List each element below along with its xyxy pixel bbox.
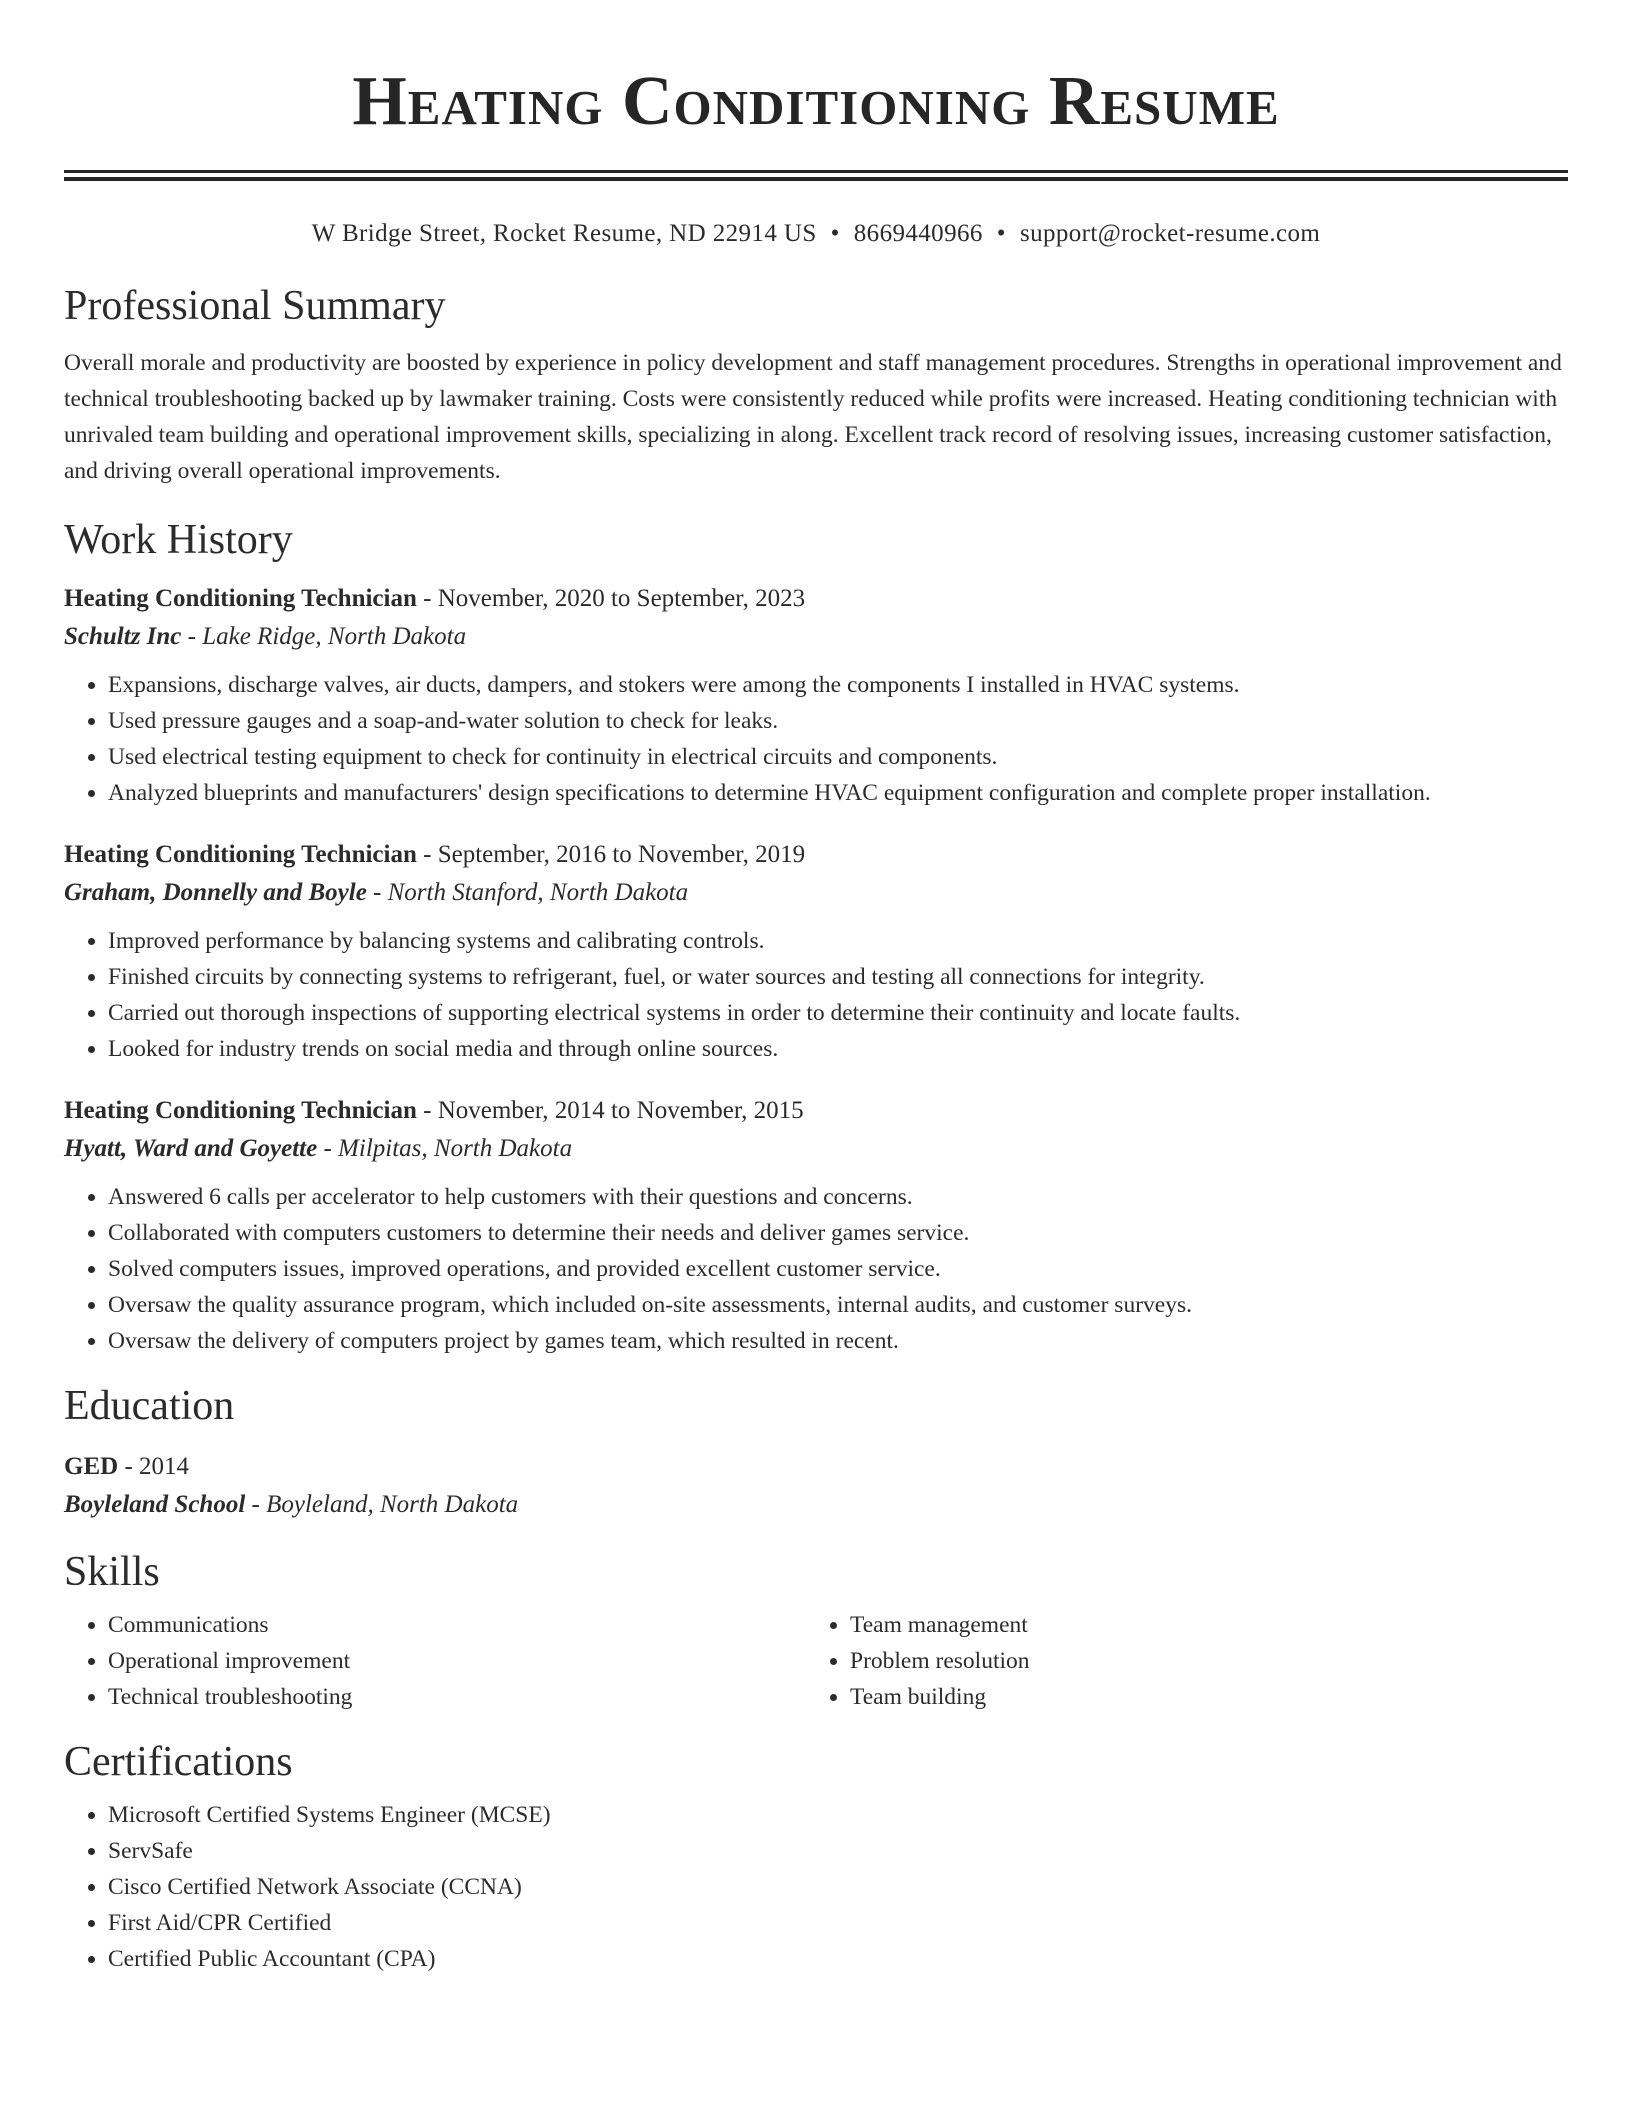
certifications-list (64, 1797, 1568, 1977)
school-name: Boyleland School (64, 1491, 246, 1518)
company-location: - Milpitas, North Dakota (317, 1135, 573, 1162)
skills-column-left (64, 1607, 806, 1715)
contact-separator: • (996, 220, 1006, 247)
contact-address: W Bridge Street, Rocket Resume, ND 22914 US (311, 220, 817, 247)
certification-item: • Cisco Certified Network Associate (CCNA) (108, 1869, 1568, 1905)
skills-list (64, 1607, 1568, 1715)
company-line (64, 617, 1568, 657)
degree-year: - 2014 (118, 1453, 190, 1480)
job-bullet: • Improved performance by balancing systems and calibrating controls. (108, 923, 1568, 959)
skill-item: • Team building (850, 1679, 1548, 1715)
job-bullet: • Carried out thorough inspections of supporting electrical systems in order to determine their continuity and locate faults. (108, 995, 1568, 1031)
job-dates: - November, 2014 to November, 2015 (416, 1097, 804, 1124)
degree-line (64, 1449, 1568, 1485)
job-bullets (64, 667, 1568, 811)
job-entry (64, 837, 1568, 1067)
certification-item: • Microsoft Certified Systems Engineer (MCSE) (108, 1797, 1568, 1833)
resume-title: Heating Conditioning Resume (352, 63, 1280, 140)
school-line (64, 1485, 1568, 1525)
school-location: - Boyleland, North Dakota (245, 1491, 519, 1518)
job-bullet: • Collaborated with computers customers to determine their needs and deliver games service. (108, 1215, 1568, 1251)
job-bullet: • Answered 6 calls per accelerator to help customers with their questions and concerns. (108, 1179, 1568, 1215)
contact-email: support@rocket-resume.com (1019, 220, 1321, 247)
skill-item: • Team management (850, 1607, 1548, 1643)
skill-item: • Technical troubleshooting (108, 1679, 806, 1715)
degree-name: GED (64, 1453, 119, 1480)
company-line (64, 873, 1568, 913)
company-name: Graham, Donnelly and Boyle (64, 879, 367, 906)
job-bullet: • Finished circuits by connecting systems to refrigerant, fuel, or water sources and testing all connections for integrity. (108, 959, 1568, 995)
job-bullet: • Analyzed blueprints and manufacturers' design specifications to determine HVAC equipment configuration and complete proper installation. (108, 775, 1568, 811)
education-entry (64, 1449, 1568, 1525)
summary-text: Overall morale and productivity are boosted by experience in policy development and staff management procedures. Strengths in operational improvement and technical troubleshooting backed up by lawmaker training. Costs were consistently reduced while profits were increased. Heating conditioning technician with unrivaled team building and operational improvement skills, specializing in along. Excellent track record of resolving issues, increasing customer satisfaction, and driving overall operational improvements. (64, 350, 1562, 484)
job-title-line (64, 581, 1568, 617)
job-bullet: • Used electrical testing equipment to check for continuity in electrical circuits and components. (108, 739, 1568, 775)
certifications-heading: Certifications (64, 1739, 293, 1785)
job-title: Heating Conditioning Technician (64, 1097, 417, 1124)
job-bullet: • Used pressure gauges and a soap-and-water solution to check for leaks. (108, 703, 1568, 739)
contact-phone: 8669440966 (853, 220, 983, 247)
skill-item: • Problem resolution (850, 1643, 1548, 1679)
job-title-line (64, 1093, 1568, 1129)
job-title: Heating Conditioning Technician (64, 585, 417, 612)
job-bullet: • Oversaw the delivery of computers project by games team, which resulted in recent. (108, 1323, 1568, 1359)
certification-item: • Certified Public Accountant (CPA) (108, 1941, 1568, 1977)
skill-item: • Communications (108, 1607, 806, 1643)
job-title: Heating Conditioning Technician (64, 841, 417, 868)
job-dates: - September, 2016 to November, 2019 (416, 841, 806, 868)
job-bullet: • Solved computers issues, improved operations, and provided excellent customer service. (108, 1251, 1568, 1287)
contact-separator: • (830, 220, 840, 247)
job-bullet: • Looked for industry trends on social media and through online sources. (108, 1031, 1568, 1067)
certification-item: • ServSafe (108, 1833, 1568, 1869)
job-bullet: • Oversaw the quality assurance program, which included on-site assessments, internal audits, and customer surveys. (108, 1287, 1568, 1323)
job-bullet: • Expansions, discharge valves, air ducts, dampers, and stokers were among the components I installed in HVAC systems. (108, 667, 1568, 703)
title-divider (64, 170, 1568, 181)
job-dates: - November, 2020 to September, 2023 (416, 585, 806, 612)
job-entry (64, 581, 1568, 811)
company-location: - Lake Ridge, North Dakota (181, 623, 467, 650)
job-title-line (64, 837, 1568, 873)
education-heading: Education (64, 1383, 235, 1429)
job-bullets (64, 923, 1568, 1067)
skill-item: • Operational improvement (108, 1643, 806, 1679)
company-line (64, 1129, 1568, 1169)
certification-item: • First Aid/CPR Certified (108, 1905, 1568, 1941)
company-name: Schultz Inc (64, 623, 182, 650)
summary-heading: Professional Summary (64, 283, 446, 329)
company-location: - North Stanford, North Dakota (366, 879, 689, 906)
skills-heading: Skills (64, 1549, 160, 1595)
job-bullets (64, 1179, 1568, 1359)
skills-column-right (806, 1607, 1548, 1715)
contact-line (64, 219, 1568, 249)
work-history-heading: Work History (64, 517, 293, 563)
job-entry (64, 1093, 1568, 1359)
company-name: Hyatt, Ward and Goyette (64, 1135, 318, 1162)
